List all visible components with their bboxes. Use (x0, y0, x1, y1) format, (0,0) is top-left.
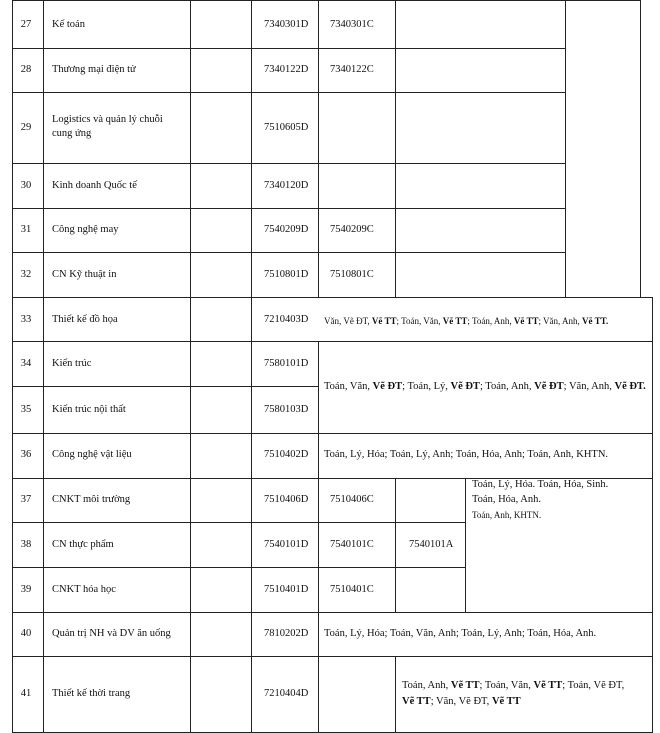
code-college: 7340122C (330, 64, 374, 75)
code-university: 7210404D (264, 688, 309, 699)
program-name: CNKT môi trường (52, 494, 131, 505)
combination-text: Toán, Anh, (402, 680, 451, 691)
program-name: Công nghệ vật liệu (52, 449, 132, 460)
code-university: 7210403D (264, 314, 309, 325)
code-college: 7510401C (330, 584, 374, 595)
code-associate: 7540101A (409, 539, 454, 550)
code-university: 7510402D (264, 449, 309, 460)
subject-combinations: Toán, Lý, Hóa; Toán, Văn, Anh; Toán, Lý, Anh; Toán, Hóa, Anh. (324, 628, 597, 639)
drawing-subject-bold: Vẽ TT (450, 680, 480, 691)
combination-text: ; Toán, Vẽ ĐT, (562, 680, 625, 691)
drawing-subject-bold: Vẽ TT (371, 316, 397, 326)
row-number: 34 (20, 358, 32, 369)
subject-combinations: Toán, Lý, Hóa; Toán, Lý, Anh; Toán, Hóa, Anh; Toán, Anh, KHTN. (324, 449, 609, 460)
code-college: 7540209C (330, 224, 374, 235)
program-name: Quản trị NH và DV ăn uống (52, 628, 171, 639)
program-name: CNKT hóa học (52, 584, 116, 595)
subject-combinations (402, 695, 521, 709)
row-number: 33 (20, 314, 32, 325)
code-university: 7810202D (264, 628, 309, 639)
combination-text: ; Văn, Anh, (563, 381, 615, 392)
code-university: 7340120D (264, 180, 309, 191)
combination-text: Văn, Vẽ ĐT, (324, 316, 372, 326)
drawing-subject-bold: Vẽ TT. (582, 316, 609, 326)
row-number: 35 (20, 404, 32, 415)
program-name: Kế toán (52, 19, 85, 30)
code-university: 7540209D (264, 224, 309, 235)
subject-combinations: Toán, Hóa, Anh. (472, 494, 541, 505)
drawing-subject-bold: Vẽ TT (491, 696, 521, 707)
row-number: 30 (20, 180, 32, 191)
program-name: Logistics và quản lý chuỗi cung ứng (52, 114, 163, 139)
program-name: Kiến trúc (52, 358, 92, 369)
combination-text: ; Toán, Lý, (402, 381, 451, 392)
subject-combinations: Toán, Anh, KHTN. (472, 510, 542, 520)
drawing-subject-bold: Vẽ TT (533, 680, 563, 691)
code-college: 7340301C (330, 19, 374, 30)
code-university: 7510801D (264, 269, 309, 280)
subject-combinations: Toán, Lý, Hóa. Toán, Hóa, Sinh. (472, 479, 609, 490)
code-university: 7340301D (264, 19, 309, 30)
program-name: Thương mại điện tử (52, 64, 136, 75)
combination-text: ; Toán, Anh, (479, 381, 535, 392)
program-name: Thiết kế đồ họa (52, 314, 118, 325)
drawing-subject-bold: Vẽ ĐT (450, 381, 480, 392)
code-university: 7580103D (264, 404, 309, 415)
combination-text: ; Văn, Vẽ ĐT, (430, 696, 492, 707)
subject-combinations (324, 314, 608, 328)
combination-text: Toán, Văn, (324, 381, 373, 392)
row-number: 31 (20, 224, 32, 235)
row-number: 36 (20, 449, 32, 460)
row-number: 37 (20, 494, 32, 505)
row-number: 28 (20, 64, 32, 75)
code-university: 7540101D (264, 539, 309, 550)
code-college: 7510406C (330, 494, 374, 505)
program-name: Kiến trúc nội thất (52, 404, 126, 415)
code-university: 7510406D (264, 494, 309, 505)
row-number: 39 (20, 584, 32, 595)
drawing-subject-bold: Vẽ ĐT (534, 381, 564, 392)
program-name: CN Kỹ thuật in (52, 269, 117, 280)
subject-combinations (402, 679, 624, 693)
drawing-subject-bold: Vẽ TT (402, 696, 431, 707)
combination-text: ; Văn, Anh, (538, 316, 583, 326)
subject-combinations (324, 380, 646, 394)
row-number: 41 (20, 688, 32, 699)
program-name: Công nghệ may (52, 224, 119, 235)
program-name: Thiết kế thời trang (52, 688, 131, 699)
drawing-subject-bold: Vẽ ĐT (372, 381, 403, 392)
drawing-subject-bold: Vẽ ĐT. (614, 381, 646, 392)
row-number: 32 (20, 269, 32, 280)
combination-text: ; Toán, Văn, (479, 680, 534, 691)
code-university: 7340122D (264, 64, 309, 75)
program-name: CN thực phẩm (52, 539, 114, 550)
drawing-subject-bold: Vẽ TT (442, 316, 468, 326)
program-name: Kinh doanh Quốc tế (52, 180, 137, 191)
row-number: 29 (20, 122, 32, 133)
drawing-subject-bold: Vẽ TT (513, 316, 539, 326)
combination-text: ; Toán, Văn, (396, 316, 443, 326)
combination-text: ; Toán, Anh, (467, 316, 514, 326)
code-university: 7510401D (264, 584, 309, 595)
row-number: 40 (20, 628, 32, 639)
code-university: 7510605D (264, 122, 309, 133)
code-university: 7580101D (264, 358, 309, 369)
code-college: 7540101C (330, 539, 374, 550)
row-number: 27 (20, 19, 32, 30)
code-college: 7510801C (330, 269, 374, 280)
row-number: 38 (20, 539, 32, 550)
